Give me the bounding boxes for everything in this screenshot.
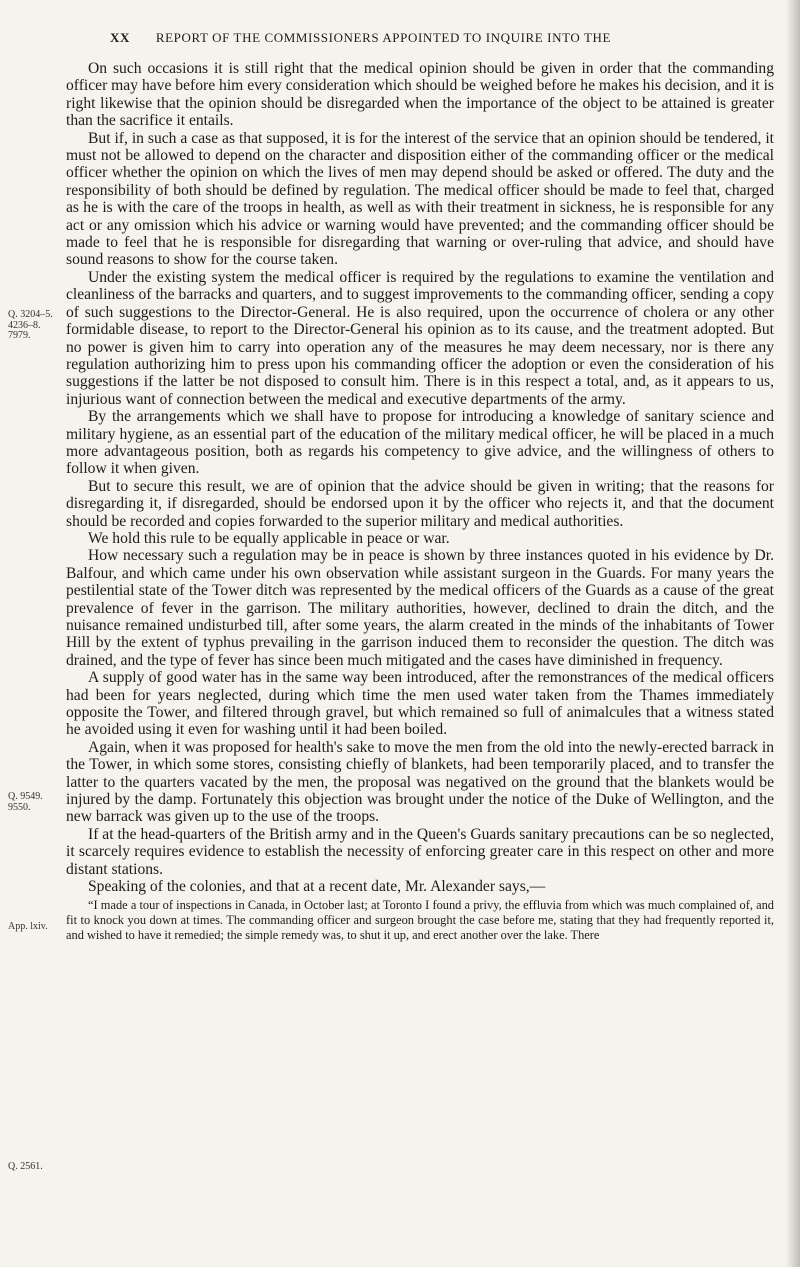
paragraph: A supply of good water has in the same way been introduced, after the remonstrances of the medical officers had been for years neglected, during which time the men used water taken from the Thames immediately opposite the Tower, and filtered through gravel, but which remained so full of animalcules that a witness stated he avoided using it even for washing until it had been boiled.	[66, 669, 774, 739]
paragraph: We hold this rule to be equally applicable in peace or war.	[88, 529, 450, 547]
paragraph: By the arrangements which we shall have to propose for introducing a knowledge of sanitary science and military hygiene, as an essential part of the education of the military medical officer, he will be placed in a much more advantageous position, both as regards his competency to give advice, and the willingness of others to follow it when given.	[66, 408, 774, 478]
paragraph: How necessary such a regulation may be in peace is shown by three instances quoted in his evidence by Dr. Balfour, and which came under his own observation while assistant surgeon in the Guards. For many years the pestilential state of the Tower ditch was represented by the medical officers of the Guards as a cause of the great prevalence of fever in the garrison. The military authorities, however, declined to drain the ditch, and the nuisance remained undisturbed till, after some years, the alarm created in the minds of the inhabitants of Tower Hill by the extent of typhus prevailing in the garrison induced them to reconsider the question. The ditch was drained, and the type of fever has since been much mitigated and the cases have diminished in frequency.	[66, 547, 774, 669]
running-title: REPORT OF THE COMMISSIONERS APPOINTED TO INQUIRE INTO THE	[155, 30, 612, 45]
margin-note: App. lxiv.	[8, 921, 48, 932]
page-header	[110, 30, 710, 46]
paragraph: Again, when it was proposed for health's sake to move the men from the old into the newly-erected barrack in the Tower, in which some stores, consisting chiefly of blankets, had been temporarily placed, and to transfer the latter to the quarters vacated by the men, the proposal was negatived on the ground that the blankets would be injured by the damp. Fortunately this objection was brought under the notice of the Duke of Wellington, and the new barrack was given up to the use of the troops.	[66, 738, 774, 826]
paragraph: Under the existing system the medical officer is required by the regulations to examine the ventilation and cleanliness of the barracks and quarters, and to suggest improvements to the commanding officer, sending a copy of such suggestions to the Director-General. He is also required, upon the occurrence of cholera or any other formidable disease, to report to the Director-General his opinion as to its cause, and the treatment adopted. But no power is given him to carry into operation any of the measures he may deem necessary, nor is there any regulation authorizing him to press upon his commanding officer the adoption or even the consideration of his suggestions if the latter be not disposed to consult him. There is in this respect a total, and, as it appears to us, injurious want of connection between the medical and executive departments of the army.	[66, 268, 774, 408]
body-text	[66, 60, 774, 943]
paragraph: If at the head-quarters of the British army and in the Queen's Guards sanitary precautions can be so neglected, it scarcely requires evidence to establish the necessity of enforcing greater care in this respect on other and more distant stations.	[66, 825, 774, 878]
margin-note: Q. 9549. 9550.	[8, 791, 43, 813]
paragraph: But if, in such a case as that supposed, it is for the interest of the service that an opinion should be tendered, it must not be allowed to depend on the character and disposition either of the commanding officer or the medical officer whether the opinion on which the lives of men may depend should be asked or offered. The duty and the responsibility of both should be defined by regulation. The medical officer should be made to feel that, charged as he is with the care of the troops in health, as well as with their treatment in sickness, he is responsible for any act or any omission which his advice or warning would have prevented; and the commanding officer should be made to feel that he is responsible for disregarding that warning or over-ruling that advice, and should have sound reasons to show for the course taken.	[66, 129, 774, 269]
paragraph: But to secure this result, we are of opinion that the advice should be given in writing; that the reasons for disregarding it, if disregarded, should be endorsed upon it by the officer who rejects it, and that the document should be recorded and copies forwarded to the superior military and medical authorities.	[66, 477, 774, 530]
paragraph: On such occasions it is still right that the medical opinion should be given in order that the commanding officer may have before him every consideration which should be weighed before he makes his decision, and it is right likewise that the opinion should be disregarded when the importance of the object to be attained is greater than the sacrifice it entails.	[66, 60, 774, 130]
paragraph: Speaking of the colonies, and that at a recent date, Mr. Alexander says,—	[88, 878, 546, 896]
margin-note: Q. 3204–5. 4236–8. 7979.	[8, 309, 53, 341]
page-edge-shadow	[786, 0, 800, 1267]
quoted-evidence: “I made a tour of inspections in Canada, in October last; at Toronto I found a privy, the effluvia from which was much complained of, and fit to knock you down at times. The commanding officer and surgeon brought the case before me, stating that they had frequently reported it, and wished to have it remedied; the simple remedy was, to shut it up, and erect another over the lake. There	[66, 897, 774, 942]
margin-note: Q. 2561.	[8, 1161, 43, 1172]
page-number: XX	[110, 30, 130, 45]
